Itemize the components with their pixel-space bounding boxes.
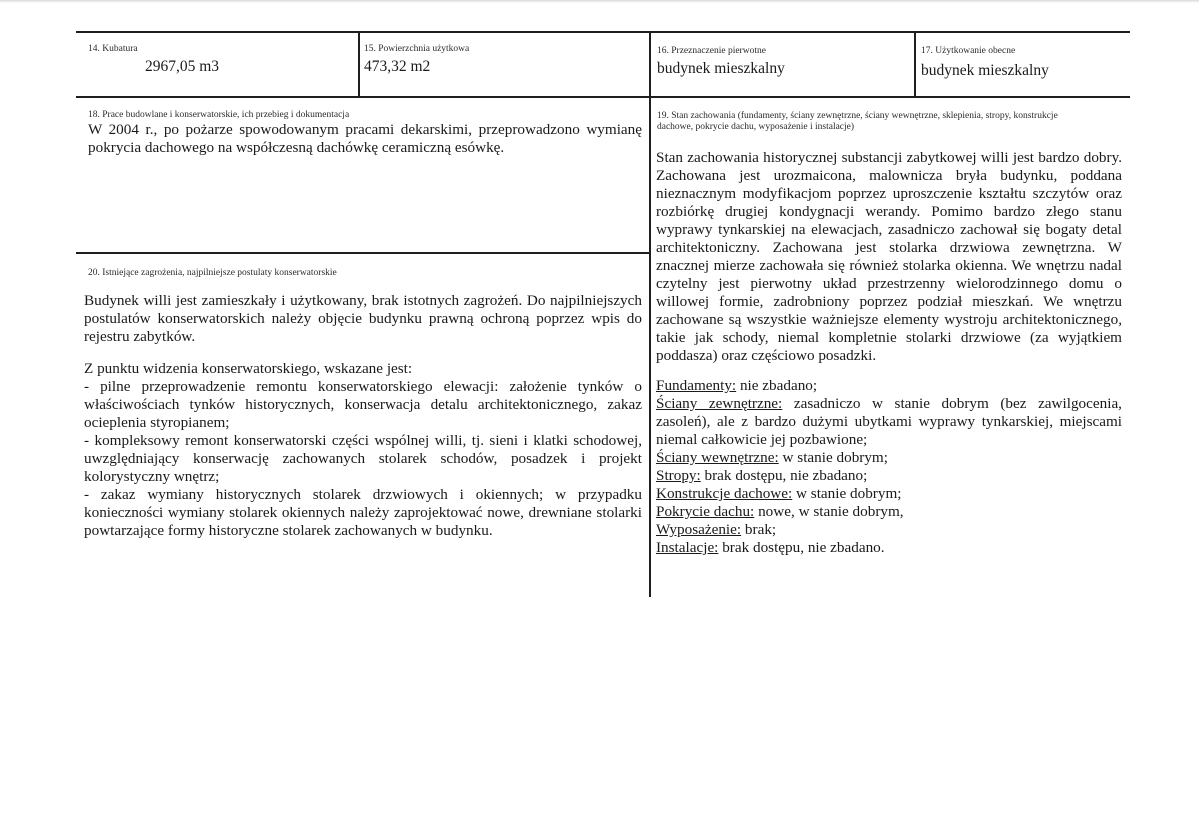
field-16-label: 16. Przeznaczenie pierwotne [657, 46, 766, 56]
condition-sciany-zewnetrzne [656, 395, 1122, 449]
field-17-value: budynek mieszkalny [921, 62, 1049, 79]
condition-wyposazenie [656, 521, 1122, 539]
table-top-border [76, 31, 1130, 33]
divider-15-16 [649, 32, 651, 96]
field-20-label: 20. Istniejące zagrożenia, najpilniejsze postulaty konserwatorskie [88, 268, 337, 278]
field-15-label: 15. Powierzchnia użytkowa [364, 44, 470, 54]
field-14-value: 2967,05 m3 [145, 58, 220, 75]
field-17-label: 17. Użytkowanie obecne [921, 46, 1016, 56]
row1-bottom-border [76, 96, 1130, 98]
condition-sciany-wewnetrzne-value: w stanie dobrym; [778, 449, 888, 466]
condition-stropy [656, 467, 1122, 485]
field-15-value: 473,32 m2 [364, 58, 431, 75]
field-20-item-1: - pilne przeprowadzenie remontu konserwatorskiego elewacji: założenie tynków o właściwościach tynków historycznych, konserwacja detalu architektonicznego, zakaz ocieplenia styropianem; [84, 378, 642, 431]
condition-sciany-wewnetrzne-name: Ściany wewnętrzne: [656, 449, 779, 466]
condition-instalacje [656, 539, 1122, 557]
section-18-bottom-border [76, 252, 650, 254]
condition-sciany-wewnetrzne [656, 449, 1122, 467]
field-14-label: 14. Kubatura [88, 44, 138, 54]
condition-pokrycie-dachu-name: Pokrycie dachu: [656, 503, 755, 520]
divider-16-17 [914, 32, 916, 96]
condition-instalacje-name: Instalacje: [656, 539, 719, 556]
field-19-conditions-list [656, 377, 1122, 557]
field-20-paragraph-2 [84, 360, 642, 540]
divider-14-15 [358, 32, 360, 96]
condition-sciany-zewnetrzne-name: Ściany zewnętrzne: [656, 395, 783, 412]
field-18-text: W 2004 r., po pożarze spowodowanym pracami dekarskimi, przeprowadzono wymianę pokrycia dachowego na współczesną dachówkę ceramiczną esówkę. [88, 121, 642, 156]
condition-instalacje-value: brak dostępu, nie zbadano. [718, 539, 885, 556]
condition-stropy-name: Stropy: [656, 467, 701, 484]
condition-sciany-zewnetrzne-value: zasadniczo w stanie dobrym (bez zawilgocenia, zasoleń), ale z bardzo dużymi ubytkami wyprawy tynkarskiej, miejscami niemal całkowicie jej pozbawione; [656, 395, 1122, 448]
condition-fundamenty-name: Fundamenty: [656, 377, 737, 394]
condition-pokrycie-dachu-value: nowe, w stanie dobrym, [754, 503, 904, 520]
condition-fundamenty-value: nie zbadano; [736, 377, 818, 394]
condition-pokrycie-dachu [656, 503, 1122, 521]
condition-stropy-value: brak dostępu, nie zbadano; [700, 467, 868, 484]
field-20-item-3: - zakaz wymiany historycznych stolarek drzwiowych i okiennych; w przypadku konieczności wymiany stolarek okiennych należy zaprojektować nowe, drewniane stolarki powtarzające formy historyczne stolarek zachowanych w budynku. [84, 486, 642, 539]
field-20-intro: Z punktu widzenia konserwatorskiego, wskazane jest: [84, 360, 413, 377]
condition-konstrukcje-dachowe [656, 485, 1122, 503]
field-20-item-2: - kompleksowy remont konserwatorski części wspólnej willi, tj. sieni i klatki schodowej, uwzględniający konserwację zachowanych stolarek schodów, posadzek i projekt kolorystyczny wnętrz; [84, 432, 642, 485]
condition-wyposazenie-value: brak; [741, 521, 777, 538]
field-16-value: budynek mieszkalny [657, 60, 785, 77]
condition-fundamenty [656, 377, 1122, 395]
field-18-label: 18. Prace budowlane i konserwatorskie, ich przebieg i dokumentacja [88, 110, 350, 120]
field-19-label: 19. Stan zachowania (fundamenty, ściany zewnętrzne, ściany wewnętrzne, sklepienia, stropy, konstrukcje dachowe, pokrycie dachu, wyposażenie i instalacje) [657, 111, 1058, 132]
condition-wyposazenie-name: Wyposażenie: [656, 521, 742, 538]
scan-top-edge [0, 0, 1199, 3]
condition-konstrukcje-dachowe-name: Konstrukcje dachowe: [656, 485, 793, 502]
condition-konstrukcje-dachowe-value: w stanie dobrym; [792, 485, 902, 502]
divider-main-columns [649, 97, 651, 597]
field-19-text: Stan zachowania historycznej substancji zabytkowej willi jest bardzo dobry. Zachowana jest urozmaicona, malownicza bryła budynku, poddana nieznacznym modyfikacjom poprzez uproszczenie kształtu szczytów oraz rozbiórkę drugiej kondygnacji werandy. Pomimo bardzo złego stanu wyprawy tynkarskiej na elewacjach, zasadniczo zachował się bogaty detal architektoniczny. Zachowana jest stolarka drzwiowa zewnętrzna. W znacznej mierze zachowała się również stolarka okienna. We wnętrzu nadal czytelny jest pierwotny układ przestrzenny wielorodzinnego domu o willowej formie, zadrobniony poprzez podział mieszkań. We wnętrzu zachowane są wszystkie ważniejsze elementy wystroju architektonicznego, takie jak schody, niemal kompletnie stolarki drzwiowe (za wyjątkiem poddasza) oraz częściowo posadzki. [656, 149, 1122, 364]
field-20-paragraph-1: Budynek willi jest zamieszkały i użytkowany, brak istotnych zagrożeń. Do najpilniejszych postulatów konserwatorskich należy objęcie budynku prawną ochroną poprzez wpis do rejestru zabytków. [84, 292, 642, 345]
